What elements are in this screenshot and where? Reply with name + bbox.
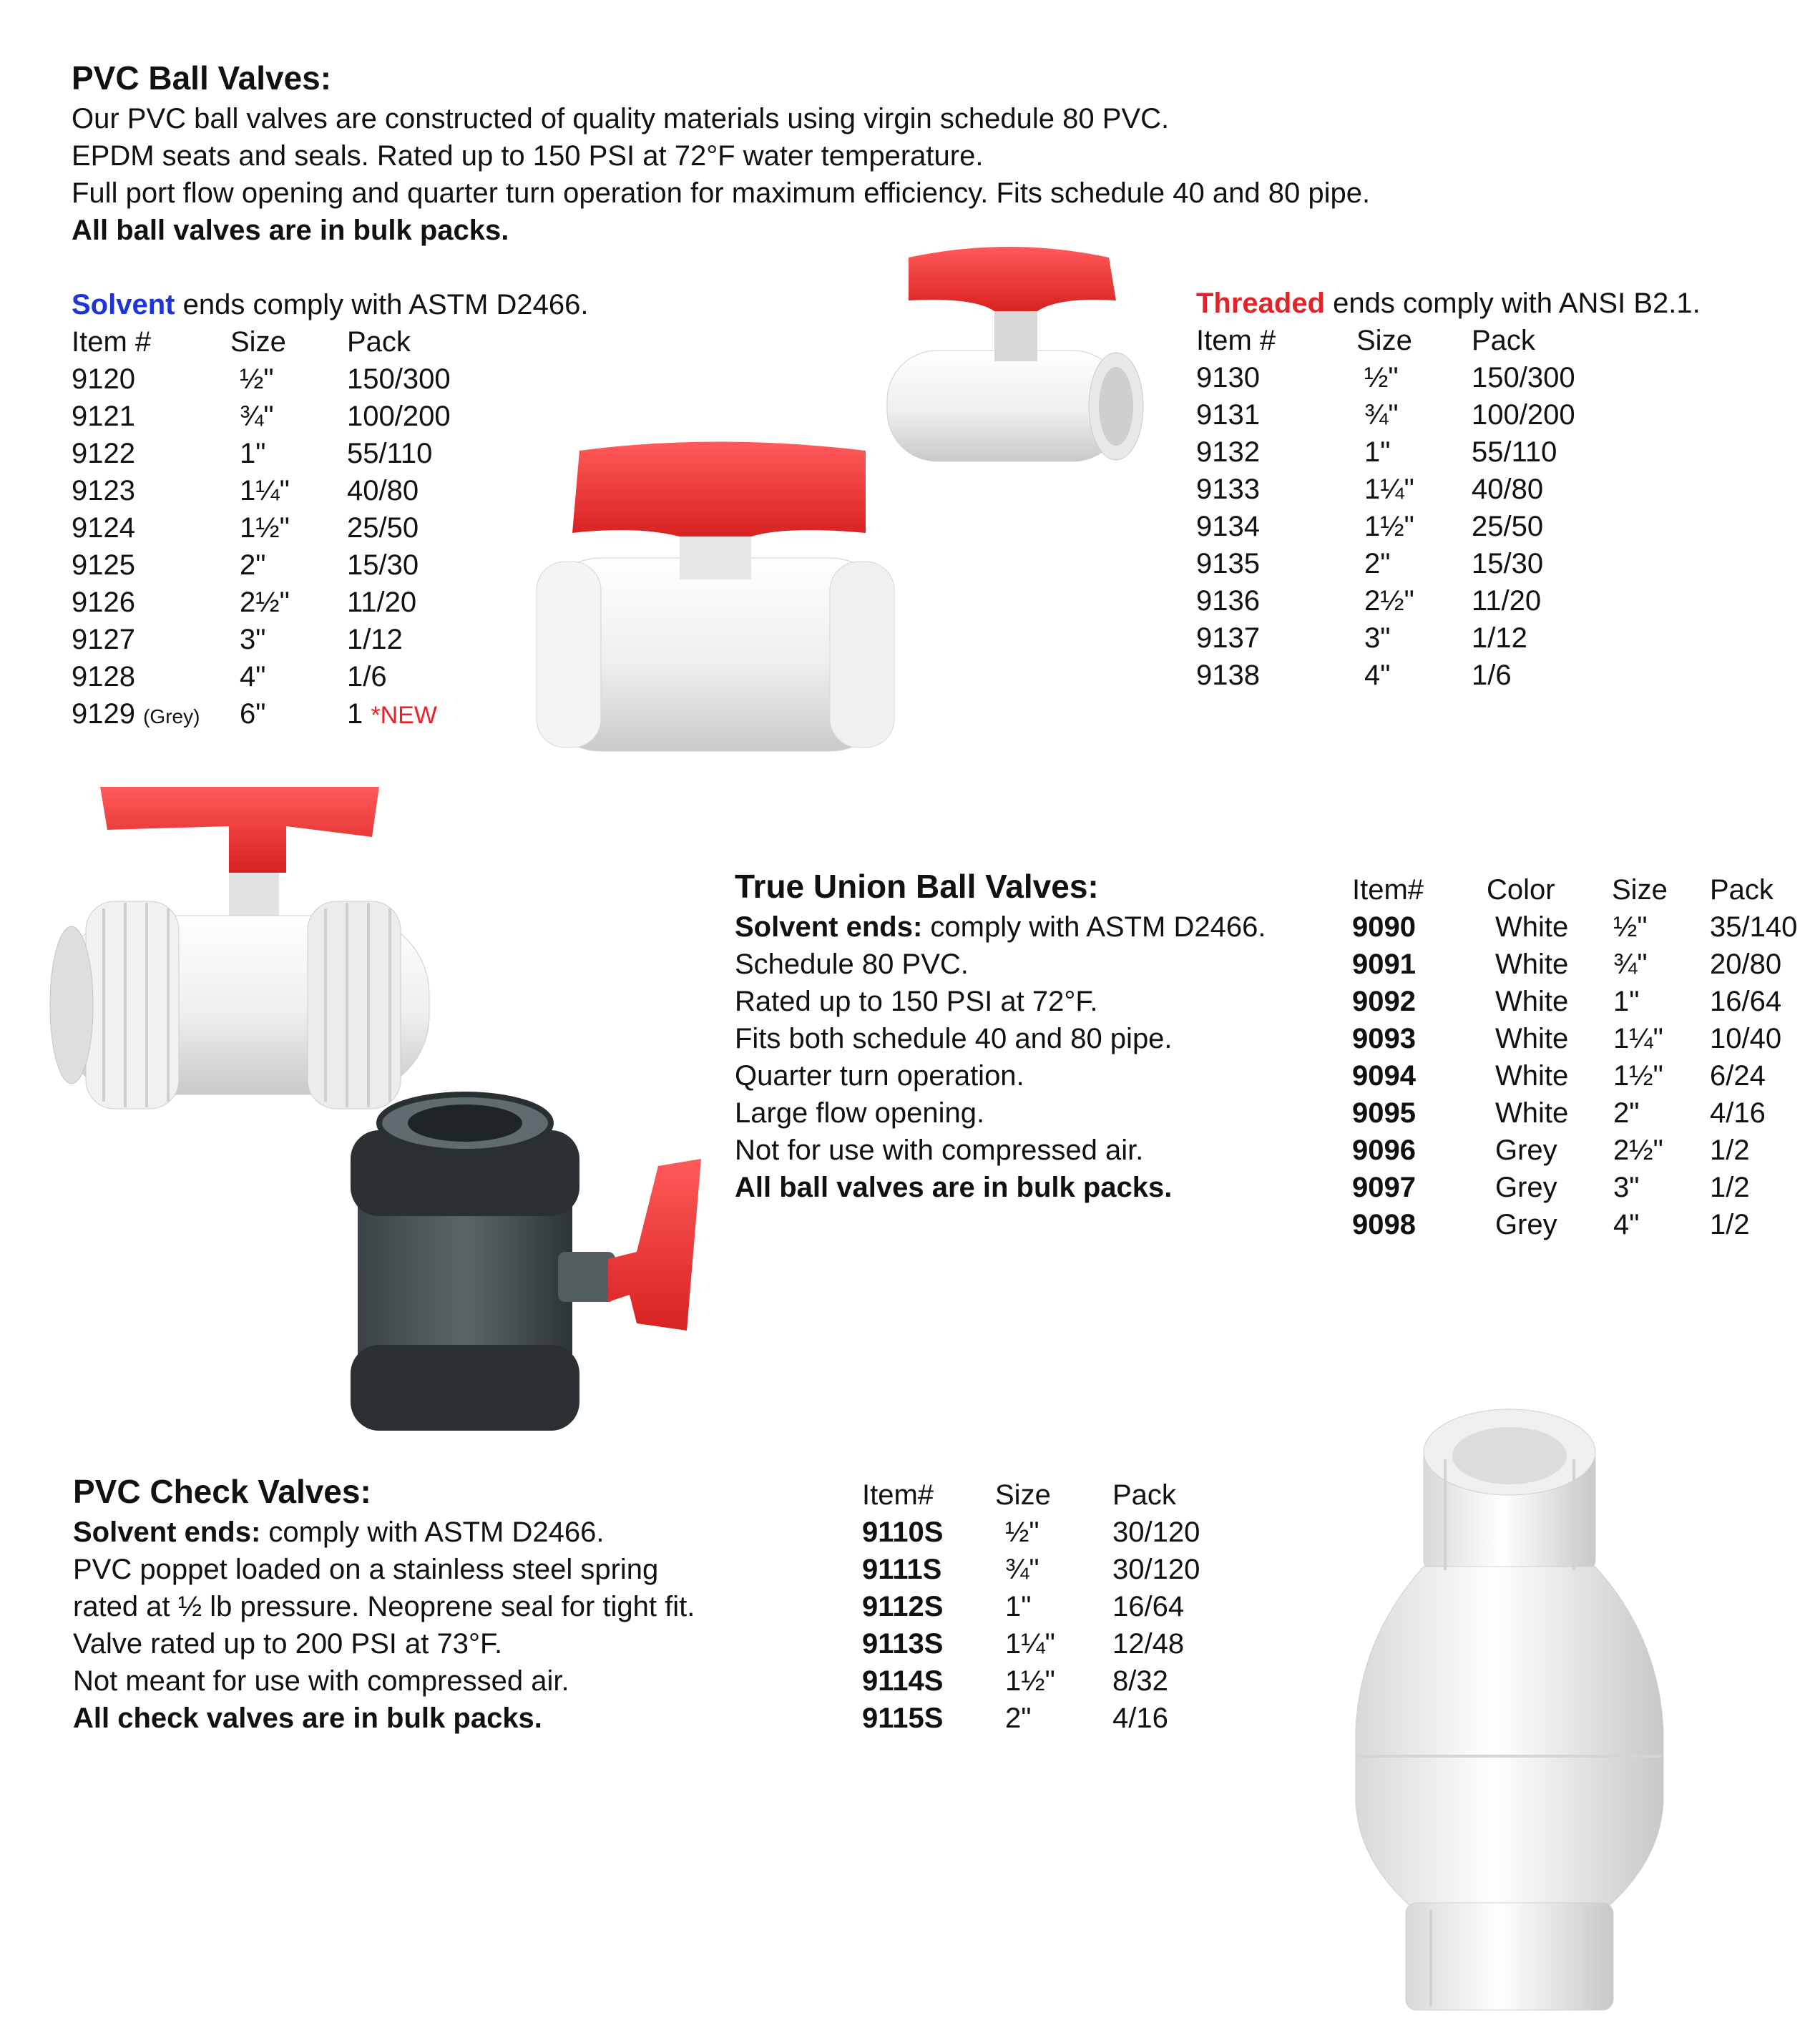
desc-line: rated at ½ lb pressure. Neoprene seal for tight fit. (73, 1591, 695, 1622)
col-pack-header: Pack (1112, 1479, 1176, 1511)
check-valves-description (73, 1514, 695, 1737)
check-valves-table (862, 1476, 1234, 1737)
grey-note: (Grey) (143, 705, 200, 727)
table-row (1196, 619, 1625, 657)
desc-line: Solvent ends: comply with ASTM D2466. (735, 911, 1266, 943)
table-row (1196, 359, 1625, 396)
solvent-label: Solvent (72, 289, 175, 320)
row-item: 9127 (72, 624, 135, 655)
desc-line: Rated up to 150 PSI at 72°F. (735, 986, 1098, 1017)
col-pack-header: Pack (1472, 325, 1535, 356)
row-item: 9113S (862, 1628, 944, 1660)
table-row (1352, 1206, 1810, 1243)
row-item: 9136 (1196, 585, 1260, 617)
table-row (1352, 1094, 1810, 1132)
desc-line: EPDM seats and seals. Rated up to 150 PSI at 72°F water temperature. (72, 140, 984, 172)
row-pack: 150/300 (1472, 362, 1575, 393)
table-row (1352, 1132, 1810, 1169)
table-header (862, 1476, 1234, 1514)
row-pack: 35/140 (1710, 911, 1798, 943)
row-pack: 30/120 (1112, 1554, 1200, 1585)
row-item: 9132 (1196, 436, 1260, 468)
row-item: 9123 (72, 475, 135, 506)
col-pack-header: Pack (1710, 874, 1773, 906)
row-color: White (1495, 949, 1569, 980)
desc-line: Not for use with compressed air. (735, 1135, 1144, 1166)
row-pack: 15/30 (1472, 548, 1544, 579)
row-item: 9098 (1352, 1209, 1416, 1240)
true-union-table (1352, 871, 1810, 1243)
table-row (862, 1514, 1234, 1551)
solvent-heading-text: ends comply with ASTM D2466. (175, 289, 589, 320)
threaded-heading-text: ends comply with ANSI B2.1. (1325, 288, 1701, 319)
col-pack-header: Pack (347, 326, 411, 358)
row-size: 2½" (1613, 1135, 1663, 1166)
row-size: 2" (1613, 1097, 1640, 1129)
row-pack: 30/120 (1112, 1517, 1200, 1548)
check-valves-title: PVC Check Valves: (73, 1473, 371, 1510)
row-size: 4" (1364, 660, 1391, 691)
row-size: 1¼" (240, 475, 290, 506)
desc-line: Quarter turn operation. (735, 1060, 1024, 1092)
row-pack: 11/20 (347, 587, 417, 618)
table-row (1352, 1057, 1810, 1094)
threaded-table (1196, 322, 1625, 694)
row-item: 9138 (1196, 660, 1260, 691)
row-size: 1½" (1005, 1665, 1055, 1697)
row-pack: 16/64 (1710, 986, 1782, 1017)
solvent-heading (72, 286, 589, 323)
row-pack: 10/40 (1710, 1023, 1782, 1054)
table-row (1196, 433, 1625, 471)
row-item: 9120 (72, 363, 135, 395)
desc-bold-line: All check valves are in bulk packs. (73, 1702, 542, 1734)
threaded-ball-valve-image (873, 243, 1159, 501)
row-item: 9124 (72, 512, 135, 544)
col-size-header: Size (1612, 874, 1668, 906)
row-size: 3" (1613, 1172, 1640, 1203)
row-pack: 1/2 (1710, 1135, 1750, 1166)
col-item-header: Item# (862, 1479, 934, 1511)
row-size: 3" (1364, 622, 1391, 654)
row-item: 9135 (1196, 548, 1260, 579)
col-item-header: Item# (1352, 874, 1424, 906)
row-size: 4" (1613, 1209, 1640, 1240)
new-badge: *NEW (371, 702, 437, 729)
table-row (1196, 471, 1625, 508)
col-size-header: Size (1356, 325, 1412, 356)
row-pack: 100/200 (1472, 399, 1575, 431)
table-row (1196, 657, 1625, 694)
row-item: 9131 (1196, 399, 1260, 431)
row-size: 1" (1613, 986, 1640, 1017)
row-pack: 55/110 (1472, 436, 1557, 468)
row-color: White (1495, 1097, 1569, 1129)
table-header (1352, 871, 1810, 908)
table-row (862, 1700, 1234, 1737)
row-size: 6" (240, 698, 266, 730)
row-item: 9121 (72, 401, 135, 432)
row-item: 9091 (1352, 949, 1416, 980)
row-size: ¾" (240, 401, 274, 432)
desc-line: PVC poppet loaded on a stainless steel spring (73, 1554, 659, 1585)
row-size: 2½" (240, 587, 290, 618)
threaded-label: Threaded (1196, 288, 1326, 319)
table-row (862, 1588, 1234, 1625)
row-size: 1" (1364, 436, 1391, 468)
true-union-description (735, 908, 1266, 1206)
row-pack: 20/80 (1710, 949, 1782, 980)
row-item: 9092 (1352, 986, 1416, 1017)
row-item: 9128 (72, 661, 135, 692)
row-item: 9115S (862, 1702, 944, 1734)
row-pack: 8/32 (1112, 1665, 1168, 1697)
row-size: ½" (1005, 1517, 1039, 1548)
white-true-union-valve-image (43, 773, 444, 1116)
table-row (72, 472, 501, 509)
row-size: 1½" (240, 512, 290, 544)
row-color: Grey (1495, 1209, 1557, 1240)
row-pack: 1/12 (1472, 622, 1527, 654)
row-item: 9129 (Grey) (72, 698, 200, 730)
desc-line: Solvent ends: comply with ASTM D2466. (73, 1517, 605, 1548)
desc-bold-line: All ball valves are in bulk packs. (735, 1172, 1173, 1203)
row-pack: 55/110 (347, 438, 433, 469)
row-color: White (1495, 1023, 1569, 1054)
row-pack: 25/50 (1472, 511, 1544, 542)
row-color: White (1495, 1060, 1569, 1092)
row-size: 1" (240, 438, 266, 469)
table-header (1196, 322, 1625, 359)
table-row (862, 1551, 1234, 1588)
row-size: 1¼" (1364, 474, 1414, 505)
row-item: 9097 (1352, 1172, 1416, 1203)
row-item: 9134 (1196, 511, 1260, 542)
row-item: 9095 (1352, 1097, 1416, 1129)
row-color: White (1495, 986, 1569, 1017)
table-row (72, 435, 501, 472)
table-row (72, 398, 501, 435)
row-size: ¾" (1005, 1554, 1039, 1585)
row-pack: 1 *NEW (347, 698, 437, 730)
row-pack: 1/2 (1710, 1209, 1750, 1240)
desc-line: Large flow opening. (735, 1097, 985, 1129)
table-row (72, 658, 501, 695)
row-item: 9126 (72, 587, 135, 618)
row-item: 9125 (72, 549, 135, 581)
col-item-header: Item # (72, 326, 152, 358)
table-row (1352, 946, 1810, 983)
desc-bold-line: All ball valves are in bulk packs. (72, 215, 509, 246)
table-row (1352, 983, 1810, 1020)
row-color: White (1495, 911, 1569, 943)
row-size: 1¼" (1613, 1023, 1663, 1054)
grey-true-union-valve-image (351, 1087, 708, 1445)
ball-valves-description (72, 100, 1370, 249)
desc-line: Schedule 80 PVC. (735, 949, 969, 980)
row-size: 2" (1005, 1702, 1032, 1734)
row-pack: 1/12 (347, 624, 403, 655)
row-size: 1½" (1613, 1060, 1663, 1092)
row-item: 9110S (862, 1517, 944, 1548)
col-item-header: Item # (1196, 325, 1276, 356)
table-row (72, 695, 501, 733)
row-pack: 40/80 (347, 475, 419, 506)
table-row (1196, 545, 1625, 582)
row-size: 3" (240, 624, 266, 655)
row-pack: 25/50 (347, 512, 419, 544)
row-pack: 11/20 (1472, 585, 1542, 617)
row-pack: 1/2 (1710, 1172, 1750, 1203)
table-row (72, 621, 501, 658)
solvent-table (72, 323, 501, 733)
row-item: 9137 (1196, 622, 1260, 654)
row-color: Grey (1495, 1172, 1557, 1203)
row-size: 4" (240, 661, 266, 692)
row-item: 9114S (862, 1665, 944, 1697)
table-row (1196, 508, 1625, 545)
row-pack: 100/200 (347, 401, 451, 432)
table-row (1352, 1169, 1810, 1206)
row-item: 9112S (862, 1591, 944, 1622)
row-size: 1¼" (1005, 1628, 1055, 1660)
table-row (72, 547, 501, 584)
table-row (1352, 1020, 1810, 1057)
desc-line: Our PVC ball valves are constructed of quality materials using virgin schedule 80 PVC. (72, 103, 1170, 134)
desc-line: Valve rated up to 200 PSI at 73°F. (73, 1628, 503, 1660)
row-pack: 4/16 (1710, 1097, 1766, 1129)
col-size-header: Size (995, 1479, 1051, 1511)
col-color-header: Color (1487, 874, 1555, 906)
row-item: 9090 (1352, 911, 1416, 943)
table-row (862, 1662, 1234, 1700)
row-pack: 1/6 (347, 661, 387, 692)
table-row (1196, 582, 1625, 619)
table-row (72, 509, 501, 547)
row-pack: 16/64 (1112, 1591, 1185, 1622)
row-item: 9093 (1352, 1023, 1416, 1054)
col-size-header: Size (230, 326, 286, 358)
desc-line: Fits both schedule 40 and 80 pipe. (735, 1023, 1173, 1054)
row-size: ½" (240, 363, 274, 395)
true-union-title: True Union Ball Valves: (735, 868, 1099, 905)
row-size: ¾" (1364, 399, 1399, 431)
table-row (1352, 908, 1810, 946)
row-size: 2" (240, 549, 266, 581)
row-size: ½" (1613, 911, 1648, 943)
table-row (72, 584, 501, 621)
row-pack: 15/30 (347, 549, 419, 581)
desc-line: Not meant for use with compressed air. (73, 1665, 569, 1697)
ball-valves-title: PVC Ball Valves: (72, 59, 332, 97)
row-size: 1" (1005, 1591, 1032, 1622)
row-pack: 1/6 (1472, 660, 1512, 691)
table-row (72, 361, 501, 398)
row-pack: 4/16 (1112, 1702, 1168, 1734)
table-row (862, 1625, 1234, 1662)
row-size: 2½" (1364, 585, 1414, 617)
threaded-heading (1196, 285, 1701, 322)
row-size: 2" (1364, 548, 1391, 579)
solvent-ball-valve-image (529, 436, 916, 765)
row-size: ¾" (1613, 949, 1648, 980)
row-pack: 12/48 (1112, 1628, 1185, 1660)
row-item: 9096 (1352, 1135, 1416, 1166)
row-item: 9094 (1352, 1060, 1416, 1092)
desc-line: Full port flow opening and quarter turn operation for maximum efficiency. Fits schedule 40 and 80 pipe. (72, 177, 1371, 209)
row-size: ½" (1364, 362, 1399, 393)
row-pack: 150/300 (347, 363, 451, 395)
row-item: 9130 (1196, 362, 1260, 393)
row-item: 9111S (862, 1554, 942, 1585)
row-color: Grey (1495, 1135, 1557, 1166)
row-item: 9122 (72, 438, 135, 469)
table-header (72, 323, 501, 361)
table-row (1196, 396, 1625, 433)
check-valve-image (1345, 1402, 1674, 2017)
row-pack: 40/80 (1472, 474, 1544, 505)
row-item: 9133 (1196, 474, 1260, 505)
row-pack: 6/24 (1710, 1060, 1766, 1092)
row-size: 1½" (1364, 511, 1414, 542)
